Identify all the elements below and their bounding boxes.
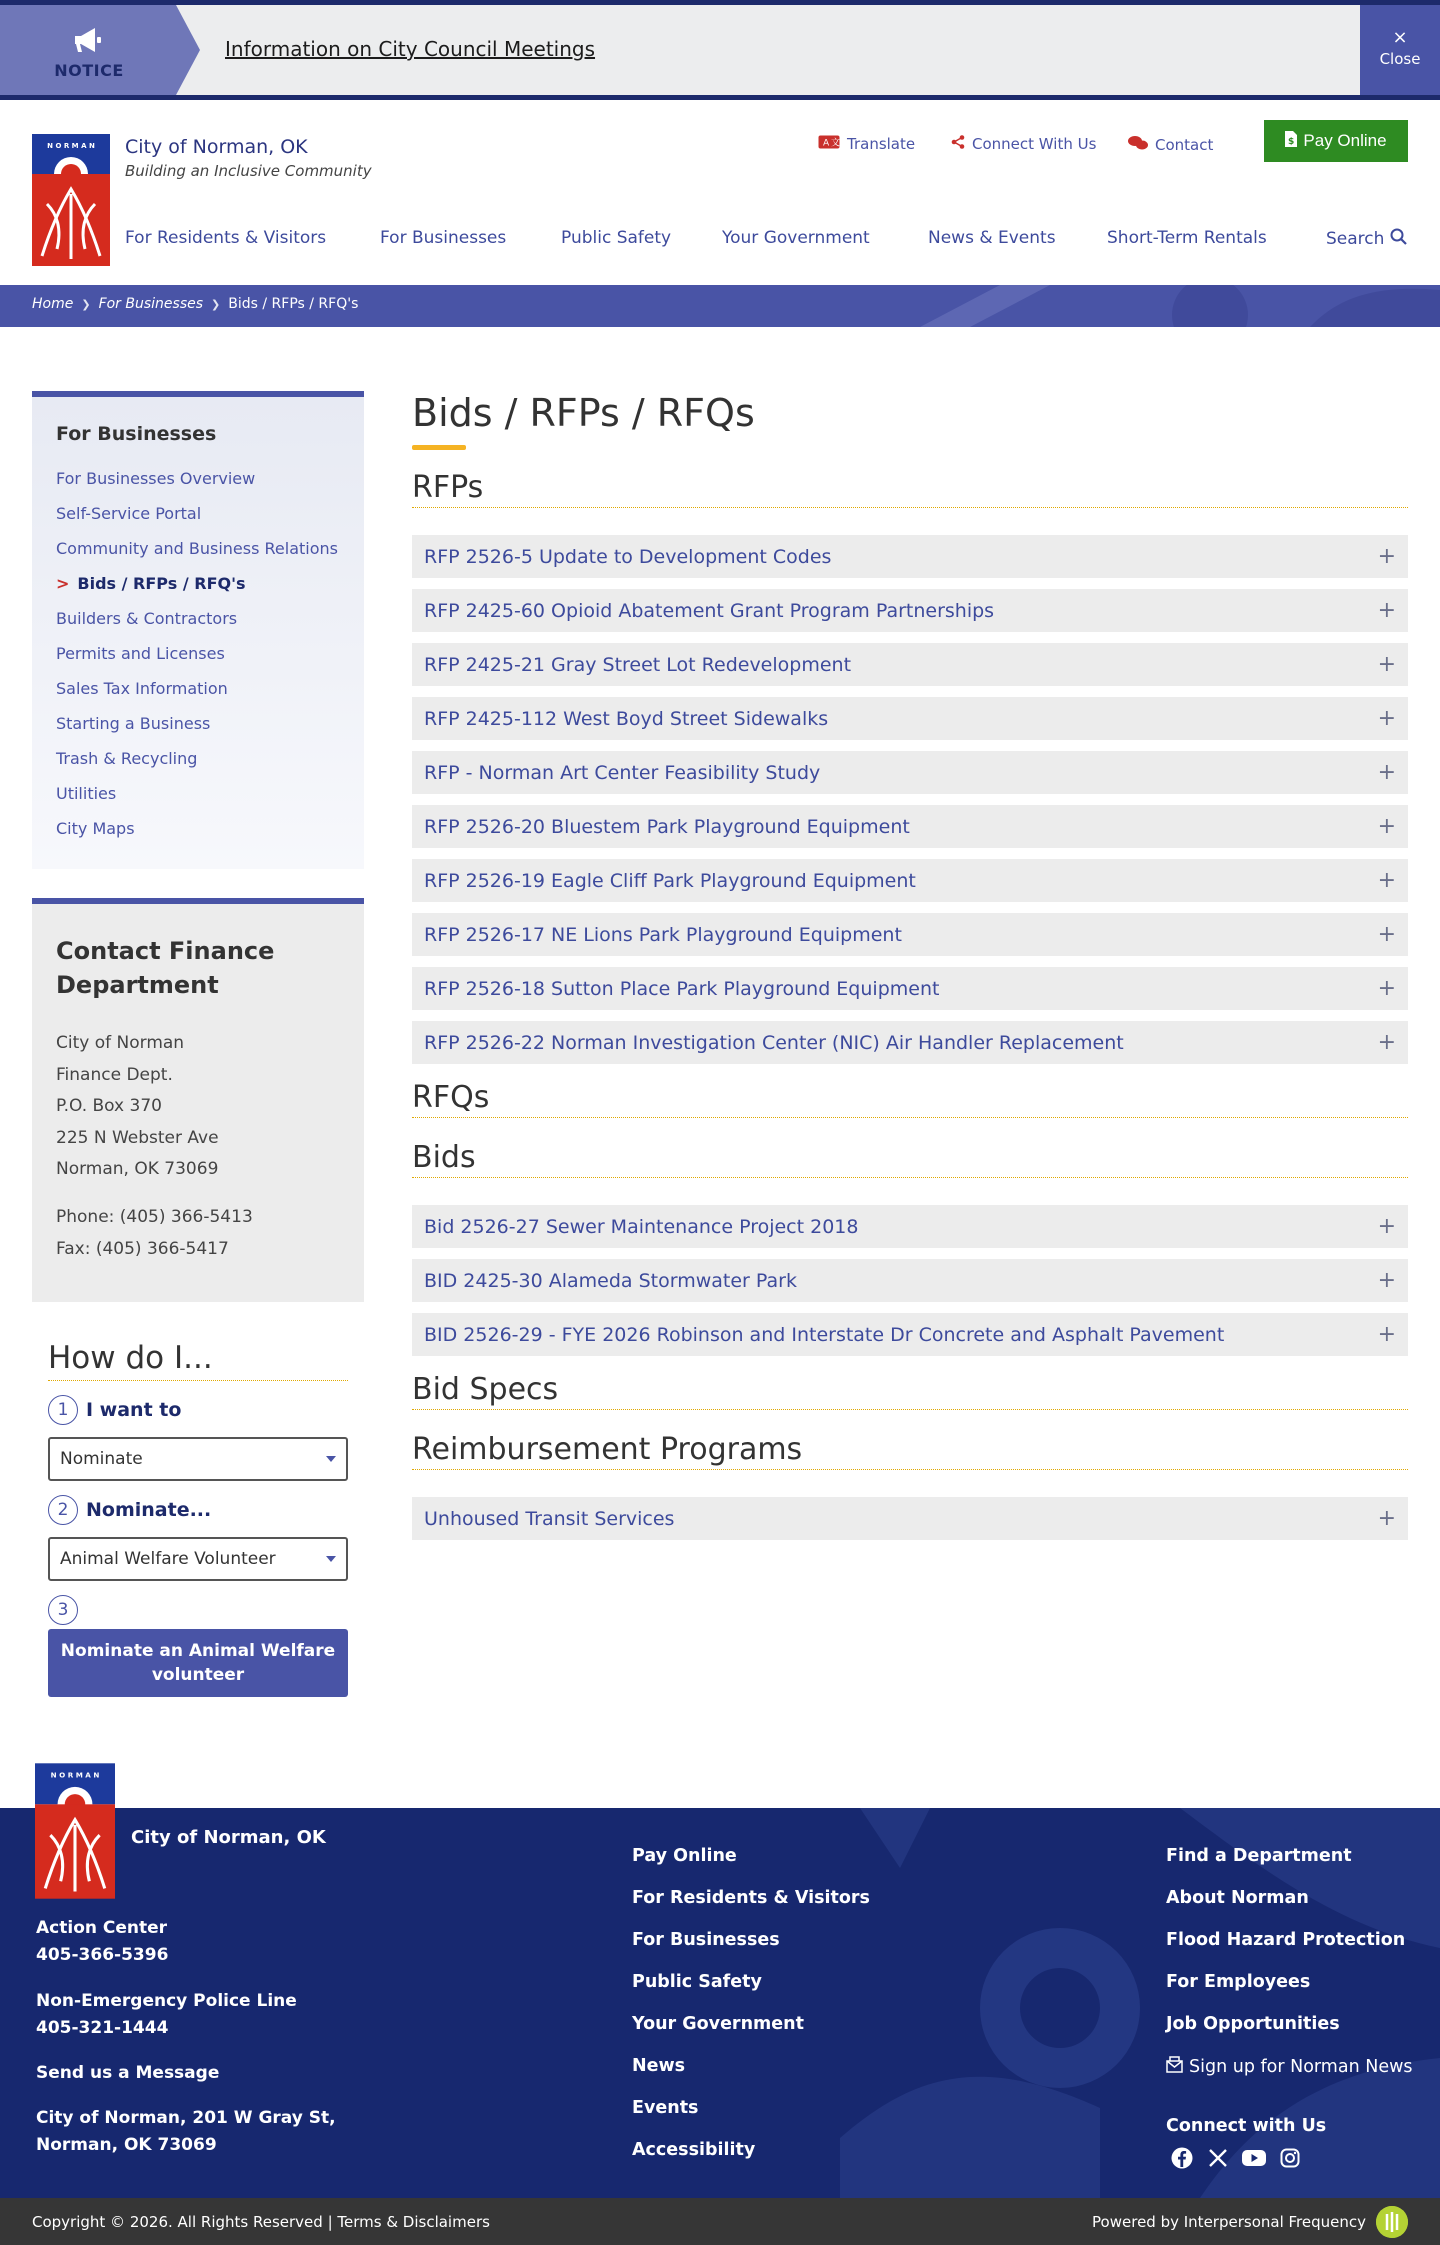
chevron-right-icon: >	[56, 574, 70, 593]
translate-link[interactable]	[818, 135, 915, 153]
notice-close-button[interactable]	[1360, 5, 1440, 95]
nav-public-safety[interactable]: Public Safety	[561, 228, 672, 248]
pay-online-button[interactable]	[1264, 120, 1408, 162]
close-icon: ×	[1392, 27, 1408, 48]
footer-site-name: City of Norman, OK	[131, 1827, 326, 1848]
accordion-item[interactable]: RFP 2425-112 West Boyd Street Sidewalks +	[412, 697, 1408, 740]
footer-link-public-safety[interactable]: Public Safety	[632, 1972, 762, 1992]
social-links	[1170, 2146, 1302, 2170]
search-button[interactable]	[1326, 228, 1407, 250]
chevron-right-icon: ❯	[81, 297, 91, 311]
sidebar-item-city-maps[interactable]: City Maps	[56, 819, 135, 838]
plus-icon: +	[1377, 1214, 1396, 1239]
bids-accordion	[412, 1205, 1408, 1356]
contact-address: City of Norman Finance Dept. P.O. Box 370 225 N Webster Ave Norman, OK 73069	[56, 1033, 219, 1179]
accordion-item[interactable]: Unhoused Transit Services +	[412, 1497, 1408, 1540]
step-1: 1 I want to	[48, 1395, 348, 1425]
caret-down-icon	[326, 1556, 336, 1562]
svg-text:文: 文	[831, 138, 840, 149]
accordion-item[interactable]: RFP 2526-18 Sutton Place Park Playground Equipment +	[412, 967, 1408, 1010]
svg-text:N O R M A N: N O R M A N	[50, 1770, 100, 1780]
sidebar-item-sales-tax[interactable]: Sales Tax Information	[56, 679, 228, 698]
how-do-i-widget	[48, 1340, 348, 1697]
plus-icon: +	[1377, 652, 1396, 677]
interpersonal-frequency-logo[interactable]	[1376, 2206, 1408, 2238]
footer-link-about-norman[interactable]: About Norman	[1166, 1888, 1309, 1908]
section-bid-specs-heading: Bid Specs	[412, 1372, 1408, 1410]
footer-link-jobs[interactable]: Job Opportunities	[1166, 2014, 1340, 2034]
rfps-accordion	[412, 535, 1408, 1064]
accordion-item[interactable]: Bid 2526-27 Sewer Maintenance Project 2018 +	[412, 1205, 1408, 1248]
footer-link-employees[interactable]: For Employees	[1166, 1972, 1311, 1992]
city-seal-logo[interactable]	[32, 134, 110, 266]
send-message-link[interactable]: Send us a Message	[36, 2063, 220, 2083]
reimbursement-accordion	[412, 1497, 1408, 1540]
accordion-item[interactable]: RFP 2526-17 NE Lions Park Playground Equipment +	[412, 913, 1408, 956]
section-rfps-heading: RFPs	[412, 470, 1408, 508]
accordion-item[interactable]: RFP 2526-5 Update to Development Codes +	[412, 535, 1408, 578]
footer-link-residents[interactable]: For Residents & Visitors	[632, 1888, 870, 1908]
contact-fax: Fax: (405) 366-5417	[56, 1238, 229, 1259]
accordion-item[interactable]: RFP - Norman Art Center Feasibility Study +	[412, 751, 1408, 794]
translate-label: Translate	[847, 135, 916, 153]
contact-title: Contact Finance Department	[56, 937, 275, 999]
nominate-button[interactable]: Nominate an Animal Welfare volunteer	[48, 1629, 348, 1697]
search-label: Search	[1326, 229, 1385, 249]
youtube-icon[interactable]	[1242, 2146, 1266, 2170]
caret-down-icon	[326, 1456, 336, 1462]
connect-link[interactable]	[951, 135, 1096, 153]
nav-news-events[interactable]: News & Events	[928, 228, 1056, 248]
plus-icon: +	[1377, 598, 1396, 623]
contact-link[interactable]	[1128, 135, 1213, 155]
main-content	[412, 391, 1408, 1551]
search-icon	[1390, 228, 1407, 250]
section-rfqs-heading: RFQs	[412, 1080, 1408, 1118]
site-header	[0, 100, 1440, 285]
footer-address: City of Norman, 201 W Gray St, Norman, OK 73069	[36, 2108, 336, 2155]
plus-icon: +	[1377, 760, 1396, 785]
page-title: Bids / RFPs / RFQs	[412, 391, 755, 435]
footer-police-line: Non-Emergency Police Line 405-321-1444	[36, 1988, 297, 2042]
footer-link-news[interactable]: News	[632, 2056, 686, 2076]
breadcrumb-current: Bids / RFPs / RFQ's	[228, 296, 359, 312]
svg-text:A: A	[823, 138, 830, 149]
sidebar-item-overview[interactable]: For Businesses Overview	[56, 469, 256, 488]
megaphone-icon	[72, 25, 104, 59]
step-3: 3	[48, 1595, 348, 1625]
accordion-item[interactable]: RFP 2425-21 Gray Street Lot Redevelopment +	[412, 643, 1408, 686]
powered-by-link[interactable]: Powered by Interpersonal Frequency	[1092, 2213, 1366, 2231]
section-bids-heading: Bids	[412, 1140, 1408, 1178]
plus-icon: +	[1377, 922, 1396, 947]
chat-bubbles-icon	[1128, 135, 1148, 155]
chevron-right-icon: ❯	[211, 297, 221, 311]
pay-online-label: Pay Online	[1303, 131, 1387, 150]
translate-icon	[818, 135, 840, 153]
footer-link-events[interactable]: Events	[632, 2098, 699, 2118]
nominate-select[interactable]: Animal Welfare Volunteer	[48, 1537, 348, 1581]
seal-watermark	[880, 285, 1440, 327]
plus-icon: +	[1377, 868, 1396, 893]
breadcrumb-home[interactable]: Home	[32, 296, 74, 312]
seal-watermark	[840, 1808, 1440, 2198]
contact-card	[32, 898, 364, 1302]
plus-icon: +	[1377, 1322, 1396, 1347]
sidebar-item-starting-business[interactable]: Starting a Business	[56, 714, 211, 733]
plus-icon: +	[1377, 976, 1396, 1001]
footer-link-businesses[interactable]: For Businesses	[632, 1930, 780, 1950]
contact-phone-fax	[56, 1202, 253, 1265]
receipt-icon	[1285, 131, 1297, 152]
action-center-phone[interactable]: 405-366-5396	[36, 1945, 169, 1965]
breadcrumb	[0, 285, 1440, 327]
accordion-item[interactable]: RFP 2526-19 Eagle Cliff Park Playground Equipment +	[412, 859, 1408, 902]
sidebar-item-builders[interactable]: Builders & Contractors	[56, 609, 238, 628]
contact-label: Contact	[1155, 136, 1214, 154]
instagram-icon[interactable]	[1278, 2146, 1302, 2170]
breadcrumb-for-businesses[interactable]: For Businesses	[98, 296, 204, 312]
copyright-text[interactable]: Copyright © 2026. All Rights Reserved | Terms & Disclaimers	[32, 2213, 490, 2231]
police-phone[interactable]: 405-321-1444	[36, 2018, 169, 2038]
accordion-item[interactable]: RFP 2425-60 Opioid Abatement Grant Program Partnerships +	[412, 589, 1408, 632]
sidebar-item-self-service[interactable]: Self-Service Portal	[56, 504, 202, 523]
plus-icon: +	[1377, 1030, 1396, 1055]
nav-your-government[interactable]: Your Government	[722, 228, 870, 248]
plus-icon: +	[1377, 1506, 1396, 1531]
sidebar-title: For Businesses	[56, 423, 217, 445]
footer-link-pay-online[interactable]: Pay Online	[632, 1846, 737, 1866]
site-tagline: Building an Inclusive Community	[125, 162, 372, 180]
sidebar-item-community-relations[interactable]: Community and Business Relations	[56, 539, 338, 558]
svg-text:N O R M A N: N O R M A N	[47, 142, 95, 150]
accordion-item[interactable]: BID 2526-29 - FYE 2026 Robinson and Interstate Dr Concrete and Asphalt Pavement +	[412, 1313, 1408, 1356]
facebook-icon[interactable]	[1170, 2146, 1194, 2170]
close-label: Close	[1379, 50, 1421, 68]
notice-label: NOTICE	[54, 61, 124, 80]
accordion-item[interactable]: BID 2425-30 Alameda Stormwater Park +	[412, 1259, 1408, 1302]
plus-icon: +	[1377, 814, 1396, 839]
x-icon[interactable]	[1206, 2146, 1230, 2170]
i-want-to-select[interactable]: Nominate	[48, 1437, 348, 1481]
connect-with-us-label: Connect with Us	[1166, 2116, 1327, 2136]
footer-action-center: Action Center 405-366-5396	[36, 1915, 168, 1969]
envelope-icon	[1166, 2056, 1183, 2078]
accordion-item[interactable]: RFP 2526-22 Norman Investigation Center (NIC) Air Handler Replacement +	[412, 1021, 1408, 1064]
notice-tag	[0, 5, 200, 95]
plus-icon: +	[1377, 706, 1396, 731]
footer-city-seal-logo[interactable]	[35, 1763, 115, 1899]
plus-icon: +	[1377, 1268, 1396, 1293]
footer-link-accessibility[interactable]: Accessibility	[632, 2140, 756, 2160]
nav-short-term-rentals[interactable]: Short-Term Rentals	[1107, 228, 1267, 248]
bottom-bar	[0, 2198, 1440, 2245]
footer-link-your-government[interactable]: Your Government	[632, 2014, 804, 2034]
footer-link-flood-hazard[interactable]: Flood Hazard Protection	[1166, 1930, 1406, 1950]
notice-message-link[interactable]: Information on City Council Meetings	[225, 37, 596, 61]
plus-icon: +	[1377, 544, 1396, 569]
sidebar-item-permits[interactable]: Permits and Licenses	[56, 644, 225, 663]
sidebar-nav	[32, 391, 364, 869]
connect-label: Connect With Us	[972, 135, 1097, 153]
contact-phone[interactable]: Phone: (405) 366-5413	[56, 1207, 253, 1227]
how-do-i-title: How do I...	[48, 1340, 348, 1381]
nav-residents[interactable]: For Residents & Visitors	[125, 228, 327, 248]
share-icon	[951, 135, 965, 153]
accordion-item[interactable]: RFP 2526-20 Bluestem Park Playground Equipment +	[412, 805, 1408, 848]
site-name[interactable]: City of Norman, OK	[125, 136, 308, 158]
sidebar-item-trash[interactable]: Trash & Recycling	[56, 749, 198, 768]
nav-businesses[interactable]: For Businesses	[380, 228, 507, 248]
section-reimbursement-heading: Reimbursement Programs	[412, 1432, 1408, 1470]
svg-text:$: $	[1288, 136, 1295, 147]
step-2: 2 Nominate...	[48, 1495, 348, 1525]
notice-bar	[0, 0, 1440, 100]
footer-link-find-department[interactable]: Find a Department	[1166, 1846, 1352, 1866]
title-underline	[412, 445, 466, 450]
newsletter-signup-link[interactable]: Sign up for Norman News	[1166, 2056, 1413, 2078]
sidebar-item-utilities[interactable]: Utilities	[56, 784, 117, 803]
sidebar-item-bids[interactable]: > Bids / RFPs / RFQ's	[56, 574, 246, 593]
